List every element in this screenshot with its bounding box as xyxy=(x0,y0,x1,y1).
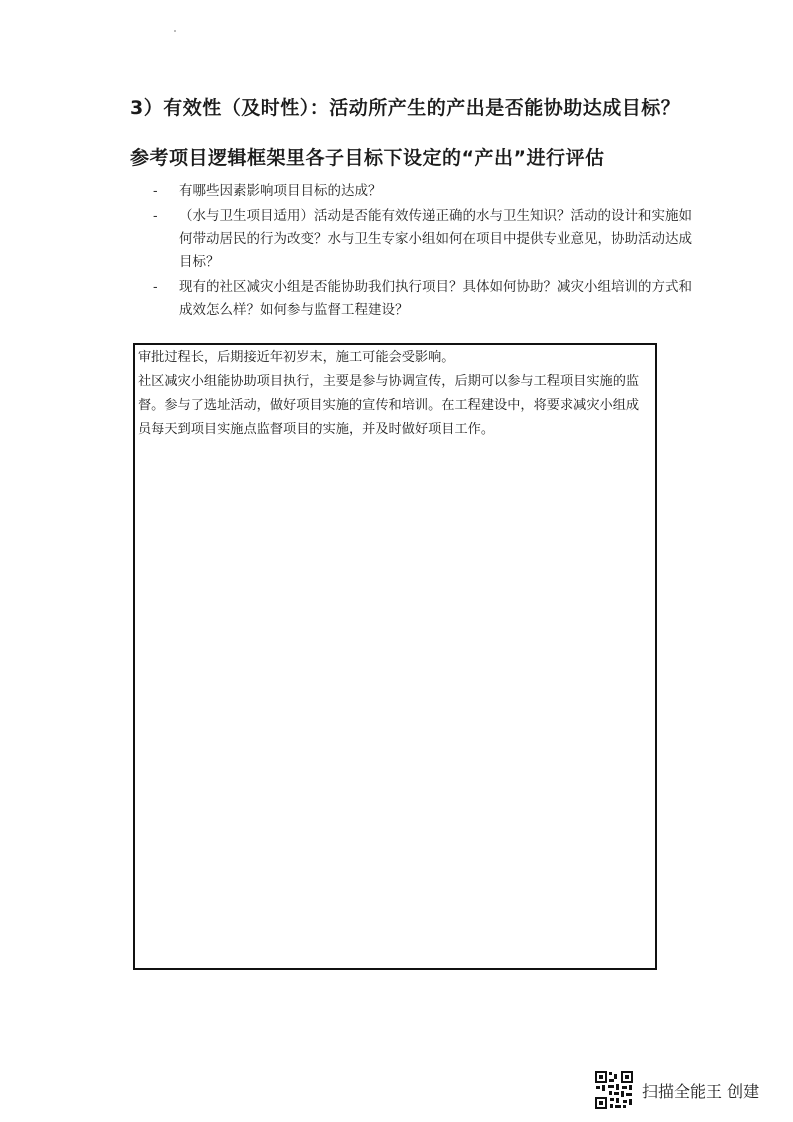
guidance-item xyxy=(153,205,693,274)
scanner-watermark xyxy=(594,1068,759,1112)
qr-code-icon xyxy=(594,1070,634,1110)
section-subheading: 参考项目逻辑框架里各子目标下设定的“产出”进行评估 xyxy=(130,147,605,169)
answer-paragraph: 审批过程长，后期接近年初岁末，施工可能会受影响。 xyxy=(138,350,455,365)
guidance-item xyxy=(153,276,693,322)
guidance-list xyxy=(153,180,693,324)
scan-speck xyxy=(174,30,176,32)
guidance-item-text: 现有的社区减灾小组是否能协助我们执行项目？具体如何协助？减灾小组培训的方式和成效怎么样？如何参与监督工程建设？ xyxy=(179,279,692,318)
dash-marker: - xyxy=(153,279,158,295)
guidance-item-text: 有哪些因素影响项目目标的达成？ xyxy=(179,183,382,199)
answer-box xyxy=(133,343,657,970)
dash-marker: - xyxy=(153,183,158,199)
guidance-item xyxy=(153,180,693,203)
dash-marker: - xyxy=(153,208,158,224)
guidance-item-text: （水与卫生项目适用）活动是否能有效传递正确的水与卫生知识？活动的设计和实施如何带动居民的行为改变？水与卫生专家小组如何在项目中提供专业意见，协助活动达成目标？ xyxy=(179,208,692,270)
section-heading: 3）有效性（及时性）：活动所产生的产出是否能协助达成目标？ xyxy=(130,97,681,119)
scanner-text: 扫描全能王 创建 xyxy=(642,1081,760,1101)
answer-paragraph: 社区减灾小组能协助项目执行，主要是参与协调宣传，后期可以参与工程项目实施的监督。参与了选址活动，做好项目实施的宣传和培训。在工程建设中，将要求减灾小组成员每天到项目实施点监督项目的实施，并及时做好项目工作。 xyxy=(138,374,640,437)
